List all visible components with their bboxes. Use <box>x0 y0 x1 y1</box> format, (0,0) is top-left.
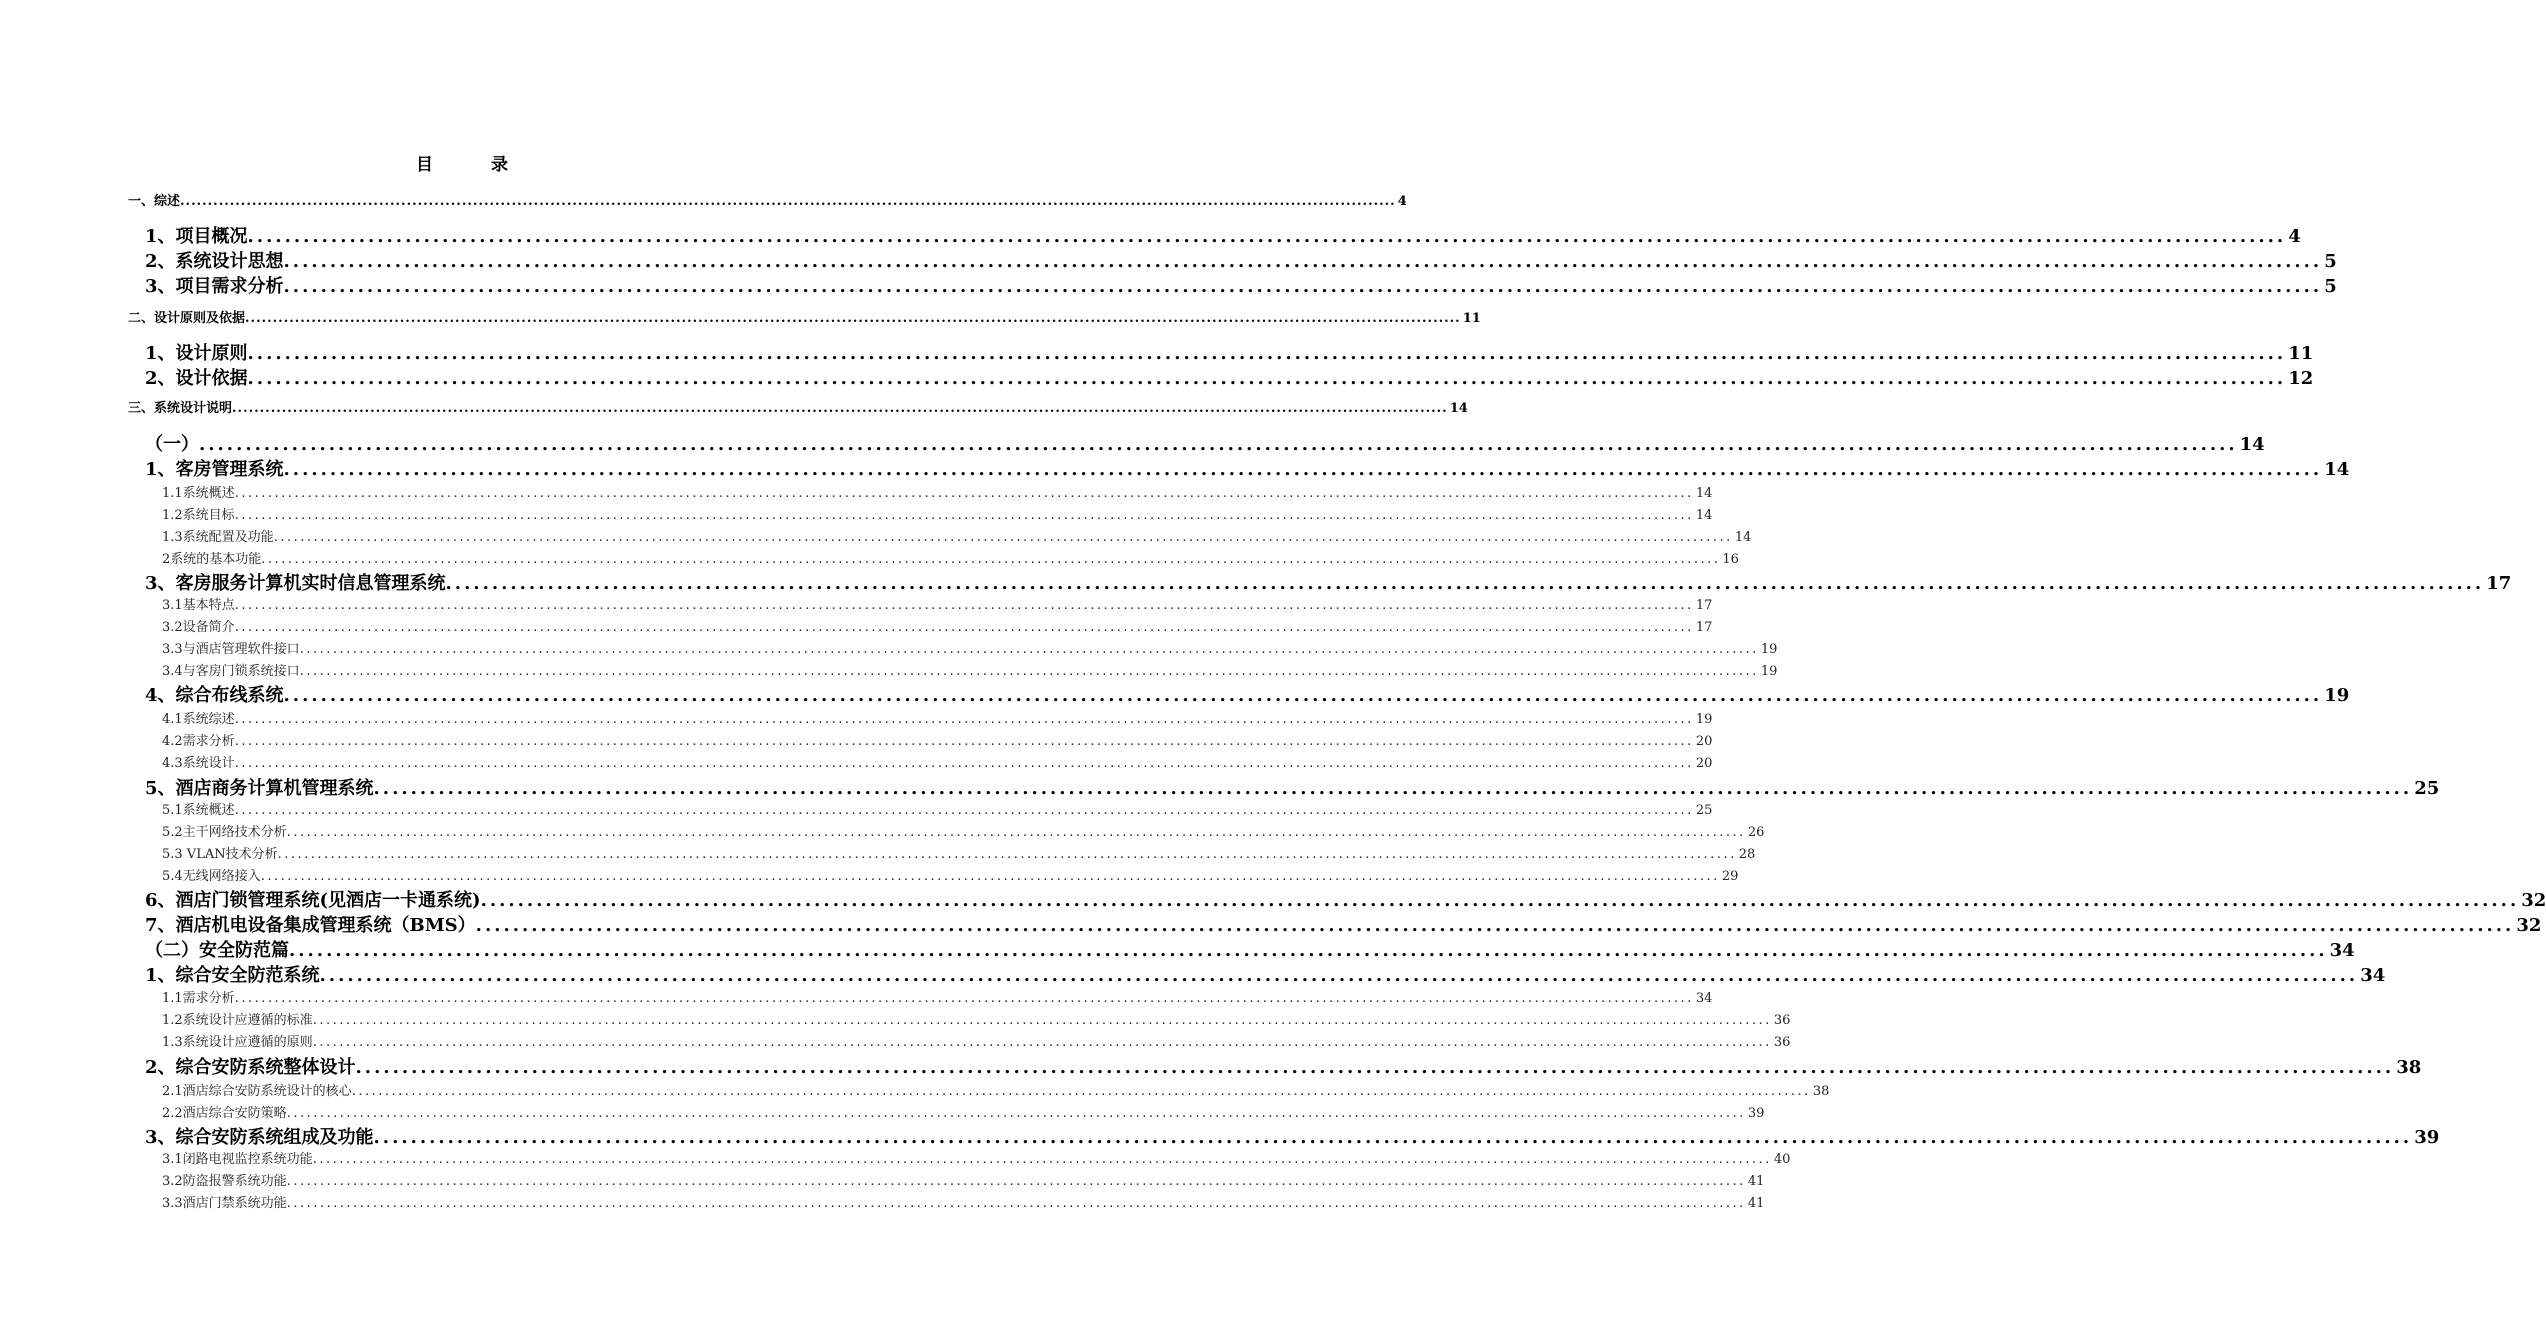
toc-entry[interactable] <box>145 367 2314 391</box>
toc-leader-dots: ............................................................................................................................................................................................................................ <box>351 1084 1811 1099</box>
toc-leader-dots: ............................................................................................................................................................................................................................ <box>247 343 2287 364</box>
toc-entry-title: 3.4与客房门锁系统接口 <box>162 664 300 679</box>
toc-entry[interactable] <box>145 572 2512 596</box>
toc-entry[interactable] <box>162 1150 1791 1170</box>
toc-entry-page: 39 <box>2414 1127 2440 1148</box>
toc-entry[interactable] <box>162 754 1713 774</box>
toc-entry-title: 3.3酒店门禁系统功能 <box>162 1196 287 1211</box>
toc-entry-page: 5 <box>2324 276 2337 297</box>
toc-leader-dots: ............................................................................................................................................................................................................................ <box>299 664 1759 679</box>
toc-leader-dots: ............................................................................................................................................................................................................................ <box>277 847 1737 862</box>
toc-entry-page: 14 <box>1734 530 1752 545</box>
toc-entry[interactable] <box>162 845 1756 865</box>
toc-leader-dots: ............................................................................................................................................................................................................................ <box>234 508 1694 523</box>
toc-entry-page: 11 <box>1462 311 1481 326</box>
toc-entry-page: 34 <box>2360 965 2386 986</box>
toc-entry-title: 3.2设备简介 <box>162 620 235 635</box>
toc-leader-dots: ............................................................................................................................................................................................................................ <box>312 1152 1772 1167</box>
toc-entry-title: 1.3系统设计应遵循的原则 <box>162 1035 313 1050</box>
toc-entry[interactable] <box>162 710 1713 730</box>
toc-leader-dots: ............................................................................................................................................................................................................................ <box>180 194 1396 209</box>
toc-entry-title: （一） <box>145 434 199 455</box>
toc-entry-title: （二）安全防范篇 <box>145 940 289 961</box>
toc-entry-page: 25 <box>2414 778 2440 799</box>
toc-entry-page: 36 <box>1773 1013 1791 1028</box>
toc-leader-dots: ............................................................................................................................................................................................................................ <box>283 276 2323 297</box>
toc-entry[interactable] <box>145 458 2350 482</box>
toc-leader-dots: ............................................................................................................................................................................................................................ <box>286 1196 1746 1211</box>
toc-leader-dots: ............................................................................................................................................................................................................................ <box>234 734 1694 749</box>
toc-leader-dots: ............................................................................................................................................................................................................................ <box>286 1174 1746 1189</box>
toc-entry-page: 25 <box>1695 803 1713 818</box>
toc-entry-title: 3.2防盗报警系统功能 <box>162 1174 287 1189</box>
toc-leader-dots: ............................................................................................................................................................................................................................ <box>475 915 2515 936</box>
toc-leader-dots: ............................................................................................................................................................................................................................ <box>480 890 2520 911</box>
toc-leader-dots: ............................................................................................................................................................................................................................ <box>373 778 2413 799</box>
toc-leader-dots: ............................................................................................................................................................................................................................ <box>283 251 2323 272</box>
toc-entry-title: 4、综合布线系统 <box>145 685 284 706</box>
toc-leader-dots: ............................................................................................................................................................................................................................ <box>247 226 2287 247</box>
toc-entry-title: 4.3系统设计 <box>162 756 235 771</box>
toc-leader-dots: ............................................................................................................................................................................................................................ <box>247 368 2287 389</box>
toc-leader-dots: ............................................................................................................................................................................................................................ <box>289 940 2328 961</box>
toc-entry[interactable] <box>145 777 2440 801</box>
toc-entry-title: 2、综合安防系统整体设计 <box>145 1057 356 1078</box>
toc-entry[interactable] <box>162 528 1752 548</box>
toc-leader-dots: ............................................................................................................................................................................................................................ <box>373 1127 2413 1148</box>
toc-entry-title: 3.1基本特点 <box>162 598 235 613</box>
toc-leader-dots: ............................................................................................................................................................................................................................ <box>299 642 1759 657</box>
toc-leader-dots: ............................................................................................................................................................................................................................ <box>234 991 1694 1006</box>
toc-entry-title: 2.1酒店综合安防系统设计的核心 <box>162 1084 352 1099</box>
toc-leader-dots: ............................................................................................................................................................................................................................ <box>234 712 1694 727</box>
toc-entry-page: 38 <box>1812 1084 1830 1099</box>
toc-entry-title: 5.2主干网络技术分析 <box>162 825 287 840</box>
toc-entry-page: 14 <box>1695 486 1713 501</box>
toc-entry-page: 17 <box>2486 573 2512 594</box>
toc-entry-page: 14 <box>1449 401 1468 416</box>
toc-leader-dots: ............................................................................................................................................................................................................................ <box>355 1057 2395 1078</box>
toc-entry-title: 1、客房管理系统 <box>145 459 284 480</box>
toc-entry[interactable] <box>145 342 2314 366</box>
toc-leader-dots: ............................................................................................................................................................................................................................ <box>234 598 1694 613</box>
toc-entry-title: 4.1系统综述 <box>162 712 235 727</box>
toc-entry-page: 20 <box>1695 734 1713 749</box>
toc-leader-dots: ............................................................................................................................................................................................................................ <box>283 459 2323 480</box>
toc-entry-page: 11 <box>2288 343 2314 364</box>
toc-entry-page: 36 <box>1773 1035 1791 1050</box>
toc-entry-page: 14 <box>2324 459 2350 480</box>
toc-entry[interactable] <box>162 640 1778 660</box>
toc-entry-page: 17 <box>1695 620 1713 635</box>
toc-entry-page: 20 <box>1695 756 1713 771</box>
toc-entry-title: 5.3 VLAN技术分析 <box>162 847 278 862</box>
toc-entry-title: 2系统的基本功能 <box>162 552 262 567</box>
toc-entry-title: 1.1需求分析 <box>162 991 235 1006</box>
toc-entry-page: 5 <box>2324 251 2337 272</box>
toc-entry-title: 6、酒店门锁管理系统(见酒店一卡通系统) <box>145 890 481 911</box>
toc-entry-page: 41 <box>1747 1174 1765 1189</box>
toc-entry[interactable] <box>145 225 2301 249</box>
toc-title: 目 录 <box>416 155 534 175</box>
toc-entry[interactable] <box>145 914 2542 938</box>
toc-entry-page: 41 <box>1747 1196 1765 1211</box>
toc-entry[interactable] <box>145 684 2350 708</box>
toc-entry-page: 12 <box>2288 368 2314 389</box>
toc-entry-page: 40 <box>1773 1152 1791 1167</box>
toc-entry-title: 三、系统设计说明 <box>128 401 233 416</box>
toc-entry[interactable] <box>128 310 1481 328</box>
toc-entry-title: 1.1系统概述 <box>162 486 235 501</box>
toc-entry-title: 5.1系统概述 <box>162 803 235 818</box>
toc-entry-page: 16 <box>1722 552 1739 567</box>
toc-entry-page: 39 <box>1747 1106 1765 1121</box>
toc-entry-title: 1.2系统设计应遵循的标准 <box>162 1013 313 1028</box>
toc-entry-page: 34 <box>1695 991 1713 1006</box>
toc-entry[interactable] <box>128 193 1407 211</box>
toc-entry-title: 3.1闭路电视监控系统功能 <box>162 1152 313 1167</box>
toc-entry-page: 29 <box>1721 869 1739 884</box>
toc-entry-title: 2.2酒店综合安防策略 <box>162 1106 287 1121</box>
toc-entry-title: 1.3系统配置及功能 <box>162 530 274 545</box>
toc-leader-dots: ............................................................................................................................................................................................................................ <box>232 401 1448 416</box>
toc-entry[interactable] <box>145 889 2546 913</box>
toc-entry-title: 2、设计依据 <box>145 368 248 389</box>
toc-entry[interactable] <box>145 250 2337 274</box>
toc-entry[interactable] <box>162 550 1739 570</box>
toc-entry[interactable] <box>145 1126 2440 1150</box>
toc-entry[interactable] <box>162 1011 1791 1031</box>
toc-entry[interactable] <box>162 506 1713 526</box>
toc-entry[interactable] <box>162 989 1713 1009</box>
toc-leader-dots: ............................................................................................................................................................................................................................ <box>234 486 1694 501</box>
toc-entry-page: 4 <box>2288 226 2301 247</box>
toc-leader-dots: ............................................................................................................................................................................................................................ <box>445 573 2485 594</box>
toc-entry-title: 一、综述 <box>128 194 181 209</box>
toc-entry-title: 1、设计原则 <box>145 343 248 364</box>
toc-entry[interactable] <box>162 484 1713 504</box>
toc-leader-dots: ............................................................................................................................................................................................................................ <box>312 1013 1772 1028</box>
toc-leader-dots: ............................................................................................................................................................................................................................ <box>260 869 1720 884</box>
toc-entry[interactable] <box>145 1056 2422 1080</box>
toc-entry-title: 7、酒店机电设备集成管理系统（BMS） <box>145 915 476 936</box>
toc-entry[interactable] <box>162 801 1713 821</box>
toc-entry[interactable] <box>145 275 2337 299</box>
toc-entry-page: 38 <box>2396 1057 2422 1078</box>
toc-entry-page: 28 <box>1738 847 1756 862</box>
toc-entry[interactable] <box>162 732 1713 752</box>
toc-entry-page: 19 <box>2324 685 2350 706</box>
toc-leader-dots: ............................................................................................................................................................................................................................ <box>261 552 1721 567</box>
toc-entry-title: 2、系统设计思想 <box>145 251 284 272</box>
toc-leader-dots: ............................................................................................................................................................................................................................ <box>319 965 2359 986</box>
toc-leader-dots: ............................................................................................................................................................................................................................ <box>234 803 1694 818</box>
toc-entry[interactable] <box>162 867 1739 887</box>
toc-leader-dots: ............................................................................................................................................................................................................................ <box>312 1035 1772 1050</box>
toc-entry-page: 34 <box>2329 940 2355 961</box>
toc-entry[interactable] <box>162 1194 1765 1214</box>
toc-entry-page: 4 <box>1397 194 1407 209</box>
toc-entry-title: 5、酒店商务计算机管理系统 <box>145 778 374 799</box>
toc-entry-page: 14 <box>2239 434 2265 455</box>
toc-entry[interactable] <box>162 823 1765 843</box>
toc-leader-dots: ............................................................................................................................................................................................................................ <box>286 1106 1746 1121</box>
toc-entry[interactable] <box>162 1172 1765 1192</box>
toc-entry-title: 1.2系统目标 <box>162 508 235 523</box>
toc-leader-dots: ............................................................................................................................................................................................................................ <box>234 756 1694 771</box>
toc-entry-page: 14 <box>1695 508 1713 523</box>
toc-entry[interactable] <box>162 596 1713 616</box>
toc-entry-title: 1、综合安全防范系统 <box>145 965 320 986</box>
toc-entry[interactable] <box>145 939 2355 963</box>
toc-leader-dots: ............................................................................................................................................................................................................................ <box>199 434 2238 455</box>
toc-entry-page: 26 <box>1747 825 1765 840</box>
toc-entry-page: 19 <box>1695 712 1713 727</box>
toc-entry[interactable] <box>145 964 2386 988</box>
toc-entry-title: 3.3与酒店管理软件接口 <box>162 642 300 657</box>
toc-leader-dots: ............................................................................................................................................................................................................................ <box>283 685 2323 706</box>
toc-entry-title: 1、项目概况 <box>145 226 248 247</box>
toc-entry-title: 5.4无线网络接入 <box>162 869 261 884</box>
toc-entry-page: 19 <box>1760 642 1778 657</box>
toc-leader-dots: ............................................................................................................................................................................................................................ <box>286 825 1746 840</box>
toc-entry-page: 17 <box>1695 598 1713 613</box>
toc-leader-dots: ............................................................................................................................................................................................................................ <box>245 311 1461 326</box>
toc-entry[interactable] <box>162 1033 1791 1053</box>
toc-entry-page: 32 <box>2521 890 2546 911</box>
toc-entry[interactable] <box>145 433 2265 457</box>
toc-entry[interactable] <box>162 618 1713 638</box>
toc-entry-title: 3、综合安防系统组成及功能 <box>145 1127 374 1148</box>
toc-entry-title: 二、设计原则及依据 <box>128 311 246 326</box>
toc-entry-page: 32 <box>2516 915 2542 936</box>
toc-entry[interactable] <box>128 400 1468 418</box>
toc-entry-title: 4.2需求分析 <box>162 734 235 749</box>
toc-entry[interactable] <box>162 662 1778 682</box>
toc-entry-page: 19 <box>1760 664 1778 679</box>
toc-entry[interactable] <box>162 1082 1830 1102</box>
toc-entry-title: 3、项目需求分析 <box>145 276 284 297</box>
toc-leader-dots: ............................................................................................................................................................................................................................ <box>234 620 1694 635</box>
toc-entry[interactable] <box>162 1104 1765 1124</box>
toc-entry-title: 3、客房服务计算机实时信息管理系统 <box>145 573 446 594</box>
toc-leader-dots: ............................................................................................................................................................................................................................ <box>273 530 1733 545</box>
